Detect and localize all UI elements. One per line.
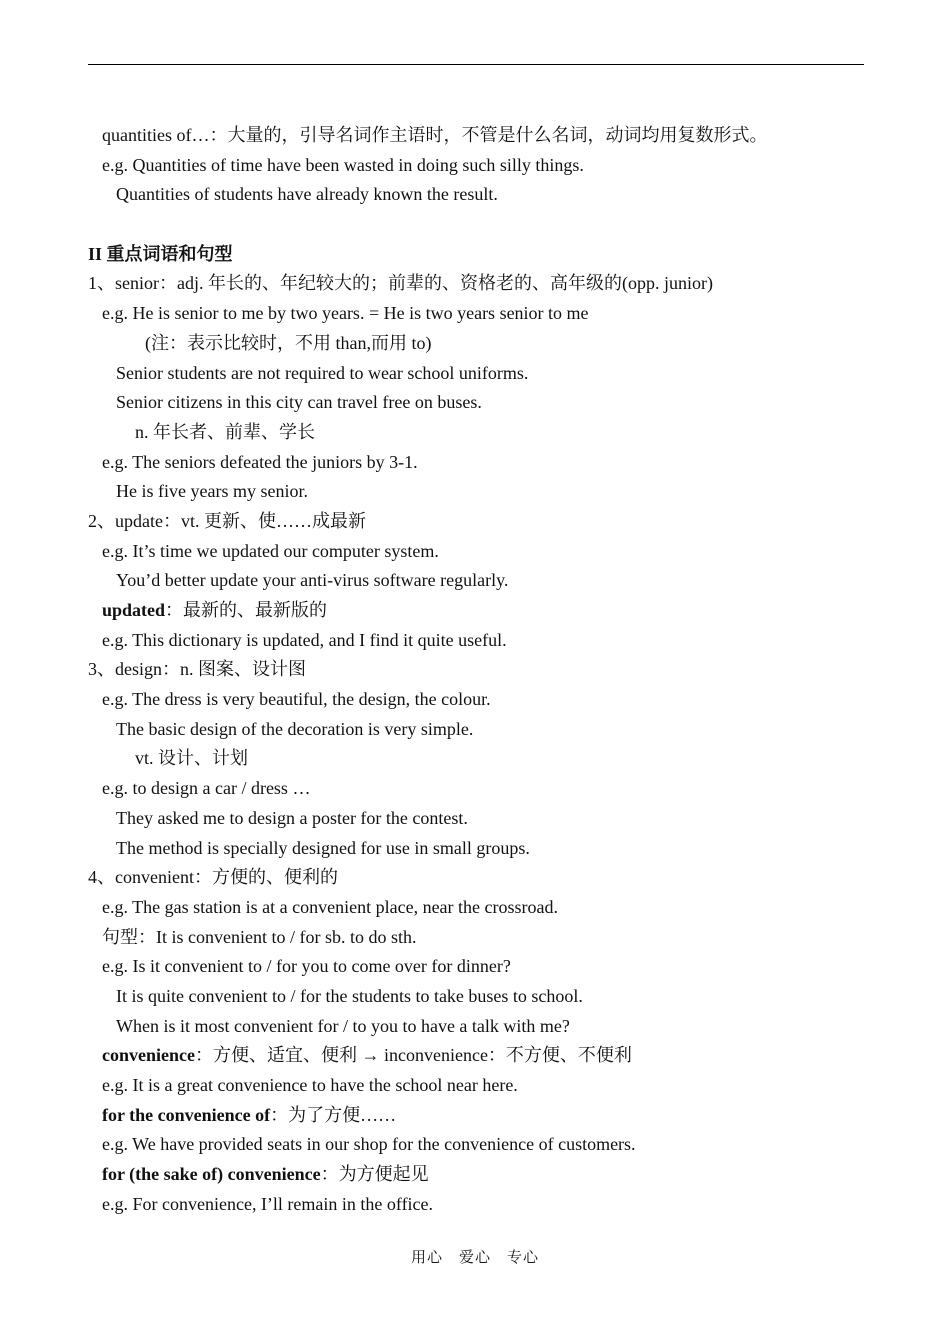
- text-line: [0, 804, 950, 834]
- line-content: e.g. It is a great convenience to have the school near here.: [102, 1075, 518, 1095]
- text-line: [0, 1130, 950, 1160]
- line-content: The method is specially designed for use in small groups.: [116, 837, 530, 858]
- line-content: e.g. Quantities of time have been wasted in doing such silly things.: [102, 154, 584, 175]
- line-content: e.g. We have provided seats in our shop for the convenience of customers.: [102, 1134, 636, 1155]
- line-content: Senior citizens in this city can travel free on buses.: [116, 392, 482, 413]
- line-content: 4、convenient：方便的、便利的: [88, 867, 338, 888]
- text-line: [0, 1160, 950, 1190]
- line-content: The basic design of the decoration is very simple.: [116, 718, 474, 739]
- term-gloss: ：方便、适宜、便利 → inconvenience：不方便、不便利: [194, 1045, 632, 1066]
- blank-line: [0, 210, 950, 240]
- text-line: [0, 893, 950, 923]
- text-line: [0, 240, 950, 270]
- line-content: When is it most convenient for / to you to have a talk with me?: [116, 1015, 570, 1036]
- line-content: e.g. The gas station is at a convenient place, near the crossroad.: [102, 896, 559, 917]
- document-body: [0, 121, 950, 1219]
- line-content: He is five years my senior.: [116, 481, 308, 502]
- text-line: [0, 121, 950, 151]
- term-gloss: ：为方便起见: [320, 1164, 429, 1185]
- text-line: [0, 507, 950, 537]
- text-line: [0, 744, 950, 774]
- line-content: n. 年长者、前辈、学长: [135, 421, 315, 442]
- text-line: [0, 537, 950, 567]
- text-line: [0, 151, 950, 181]
- text-line: [0, 1071, 950, 1101]
- line-content: [88, 240, 233, 270]
- line-content: e.g. The seniors defeated the juniors by 3-1.: [102, 451, 418, 472]
- text-line: [0, 1041, 950, 1071]
- line-content: Quantities of students have already known the result.: [116, 184, 498, 205]
- text-line: [0, 952, 950, 982]
- term-gloss: ：为了方便……: [270, 1104, 397, 1125]
- line-content: You’d better update your anti-virus software regularly.: [116, 570, 509, 591]
- text-line: [0, 299, 950, 329]
- text-line: [0, 655, 950, 685]
- line-content: It is quite convenient to / for the students to take buses to school.: [116, 985, 583, 1006]
- line-content: 2、update：vt. 更新、使……成最新: [88, 510, 366, 531]
- text-line: [0, 626, 950, 656]
- text-line: [0, 834, 950, 864]
- page-footer: 用心 爱心 专心: [410, 1250, 539, 1266]
- text-line: [0, 477, 950, 507]
- text-line: [0, 388, 950, 418]
- line-content: [102, 1101, 396, 1131]
- line-content: (注：表示比较时，不用 than,而用 to): [145, 332, 432, 353]
- text-line: [0, 1101, 950, 1131]
- text-line: [0, 359, 950, 389]
- text-line: [0, 596, 950, 626]
- bold-term: convenience: [102, 1045, 195, 1066]
- line-content: 3、design：n. 图案、设计图: [88, 659, 306, 680]
- text-line: [0, 329, 950, 359]
- line-content: 1、senior：adj. 年长的、年纪较大的；前辈的、资格老的、高年级的(opp. junior): [88, 273, 713, 294]
- header-rule: [88, 64, 864, 65]
- line-content: e.g. It’s time we updated our computer system.: [102, 540, 439, 561]
- text-line: [0, 269, 950, 299]
- line-content: e.g. The dress is very beautiful, the design, the colour.: [102, 689, 491, 710]
- line-content: [102, 1041, 632, 1071]
- bold-term: II 重点词语和句型: [88, 243, 233, 264]
- text-line: [0, 863, 950, 893]
- line-content: e.g. Is it convenient to / for you to come over for dinner?: [102, 956, 511, 977]
- line-content: [102, 596, 327, 626]
- bold-term: for (the sake of) convenience: [102, 1164, 321, 1185]
- line-content: [102, 1160, 429, 1190]
- line-content: They asked me to design a poster for the contest.: [116, 807, 468, 828]
- text-line: [0, 1012, 950, 1042]
- text-line: [0, 566, 950, 596]
- text-line: [0, 774, 950, 804]
- line-content: e.g. This dictionary is updated, and I find it quite useful.: [102, 629, 507, 650]
- text-line: [0, 923, 950, 953]
- line-content: vt. 设计、计划: [135, 748, 249, 769]
- line-content: e.g. For convenience, I’ll remain in the office.: [102, 1193, 434, 1214]
- bold-term: for the convenience of: [102, 1104, 271, 1125]
- line-content: Senior students are not required to wear school uniforms.: [116, 362, 529, 383]
- line-content: e.g. He is senior to me by two years. = He is two years senior to me: [102, 303, 589, 324]
- line-content: 句型：It is convenient to / for sb. to do sth.: [102, 926, 417, 947]
- text-line: [0, 448, 950, 478]
- text-line: [0, 715, 950, 745]
- bold-term: updated: [102, 600, 166, 620]
- text-line: [0, 418, 950, 448]
- text-line: [0, 982, 950, 1012]
- text-line: [0, 180, 950, 210]
- text-line: [0, 685, 950, 715]
- term-gloss: ：最新的、最新版的: [165, 600, 328, 620]
- line-content: quantities of…：大量的，引导名词作主语时，不管是什么名词，动词均用复数形式。: [102, 125, 768, 145]
- line-content: e.g. to design a car / dress …: [102, 778, 311, 799]
- text-line: [0, 1190, 950, 1220]
